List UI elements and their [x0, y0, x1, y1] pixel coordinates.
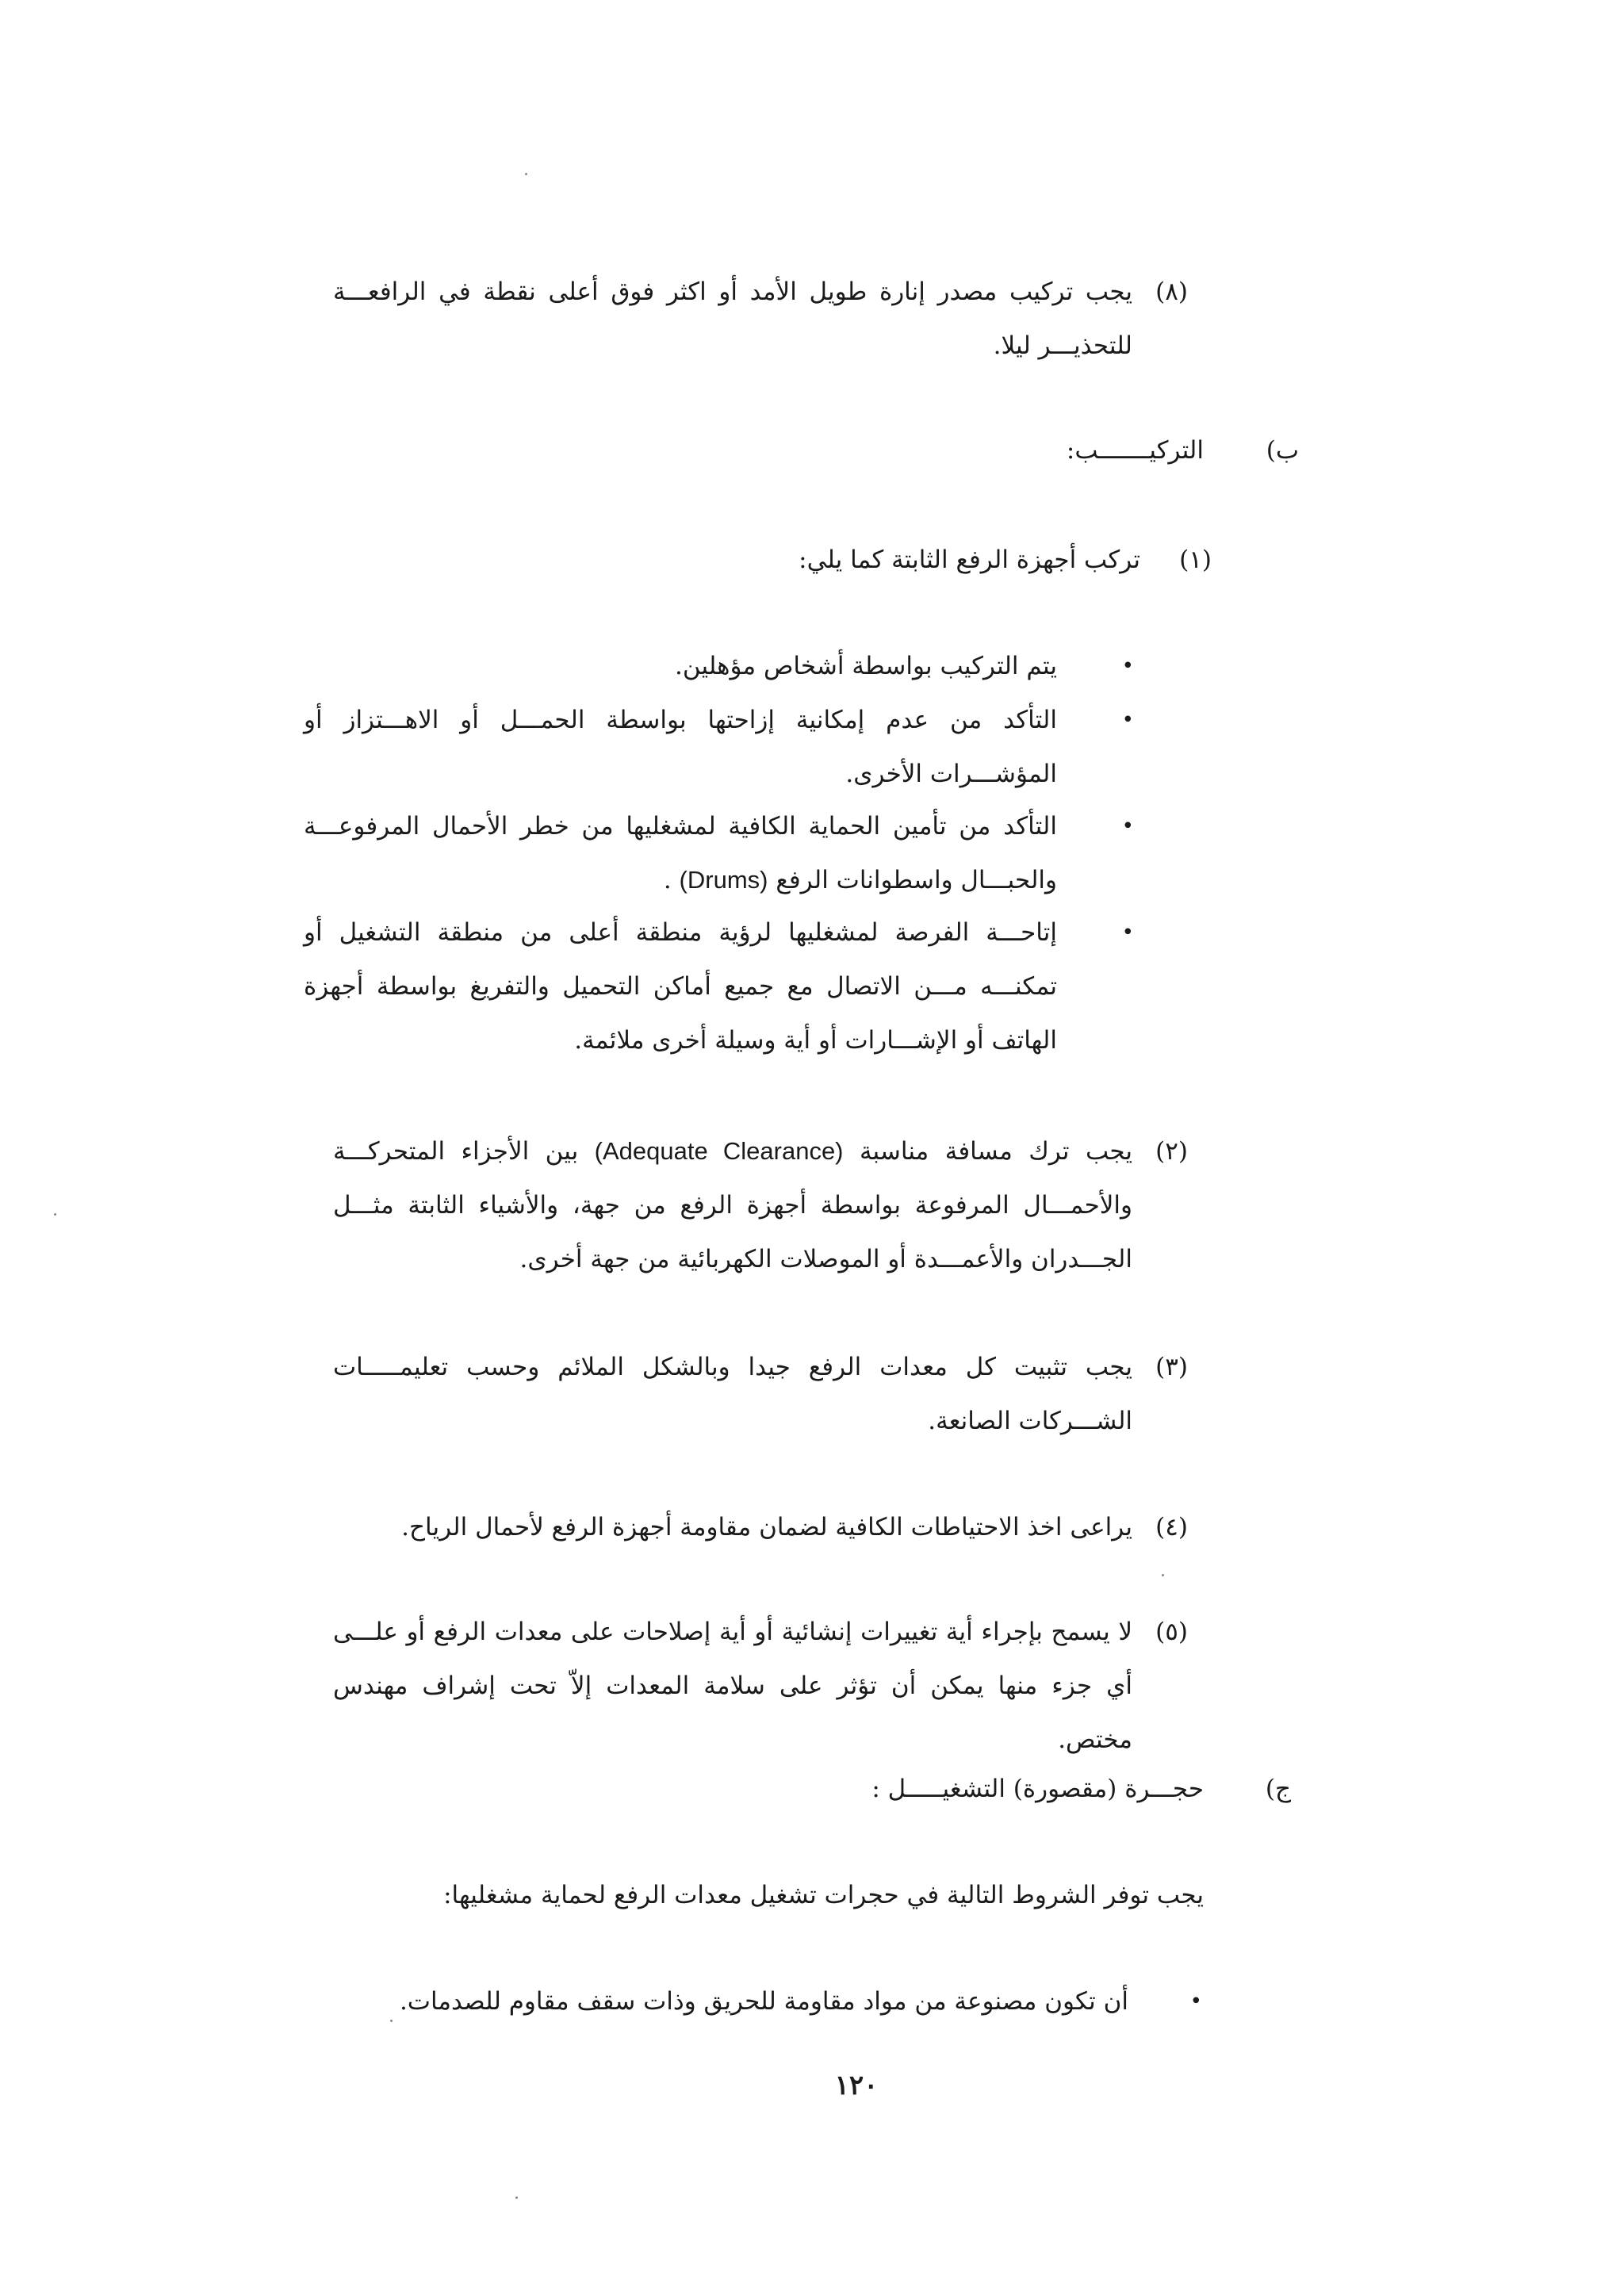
bullet-1-text: يتم التركيب بواسطة أشخاص مؤهلين. [675, 652, 1057, 680]
section-c-letter: ج) [1265, 1775, 1291, 1803]
drums-tail: . [663, 866, 672, 894]
bullet-4-text: إتاحـــة الفرصة لمشغليها لرؤية منطقة أعلى من منطقة التشغيل أو تمكنـــه مـــن الاتصال مع جميع أماكن التحميل والتفريغ بواسطة أجهزة الهاتف أو الإشـــارات أو أية وسيلة أخرى ملائمة. [304, 918, 1057, 1055]
bullet-2-text: التأكد من عدم إمكانية إزاحتها بواسطة الحمـــل أو الاهـــتزاز أو المؤشـــرات الأخرى. [304, 706, 1057, 788]
item-1-number: (١) [1179, 546, 1212, 574]
conditions-intro: يجب توفر الشروط التالية في حجرات تشغيل معدات الرفع لحماية مشغليها: [443, 1881, 1204, 1909]
scan-speck [54, 1213, 56, 1216]
page-number: ١٢٠ [834, 2070, 879, 2101]
item-2-text-after: بين الأجزاء المتحركـــة والأحمـــال المرفوعة بواسطة أجهزة الرفع من جهة، والأشياء الثابتة مثـــل الجـــدران والأعمـــدة أو الموصلات الكهربائية من جهة أخرى. [333, 1137, 1132, 1273]
item-5-number: (٥) [1155, 1618, 1188, 1646]
item-4-number: (٤) [1155, 1513, 1188, 1541]
condition-bullet-1-text: أن تكون مصنوعة من مواد مقاومة للحريق وذات سقف مقاوم للصدمات. [399, 1987, 1128, 2016]
bullet-1-dot: • [1121, 654, 1134, 678]
bullet-2-dot: • [1121, 708, 1134, 732]
bullet-4-dot: • [1121, 921, 1134, 944]
item-2-text [333, 1124, 1132, 1286]
item-8-text: يجب تركيب مصدر إنارة طويل الأمد أو اكثر فوق أعلى نقطة في الرافعـــة للتحذيـــر ليلا. [333, 278, 1132, 360]
item-1-text: تركب أجهزة الرفع الثابتة كما يلي: [799, 546, 1140, 574]
scan-speck [525, 173, 527, 175]
condition-bullet-1-dot: • [1189, 1990, 1202, 2013]
drums-term: (Drums) [679, 866, 768, 894]
scan-speck [515, 2196, 518, 2199]
item-2-text-before: يجب ترك مسافة مناسبة [859, 1137, 1133, 1166]
section-b-title: التركيـــــــب: [1066, 436, 1204, 465]
item-2-number: (٢) [1155, 1137, 1188, 1166]
bullet-3-main: التأكد من تأمين الحماية الكافية لمشغليها من خطر الأحمال المرفوعـــة والحبـــال واسطوانات الرفع [304, 812, 1057, 894]
section-b-letter: ب) [1266, 436, 1299, 465]
item-8-number: (٨) [1155, 278, 1188, 306]
item-4-text: يراعى اخذ الاحتياطات الكافية لضمان مقاومة أجهزة الرفع لأحمال الرياح. [401, 1513, 1132, 1541]
adequate-clearance-term: (Adequate Clearance) [594, 1137, 844, 1165]
item-5-text: لا يسمح بإجراء أية تغييرات إنشائية أو أية إصلاحات على معدات الرفع أو علـــى أي جزء منها يمكن أن تؤثر على سلامة المعدات إلاّ تحت إشراف مهندس مختص. [333, 1618, 1132, 1754]
item-3-text: يجب تثبيت كل معدات الرفع جيدا وبالشكل الملائم وحسب تعليمـــــات الشـــركات الصانعة. [333, 1353, 1132, 1435]
section-c-title: حجـــرة (مقصورة) التشغيـــــل : [871, 1775, 1204, 1803]
scan-speck [1162, 1574, 1164, 1576]
item-3-number: (٣) [1155, 1353, 1188, 1381]
bullet-3-text [304, 799, 1057, 907]
bullet-3-dot: • [1121, 814, 1134, 838]
